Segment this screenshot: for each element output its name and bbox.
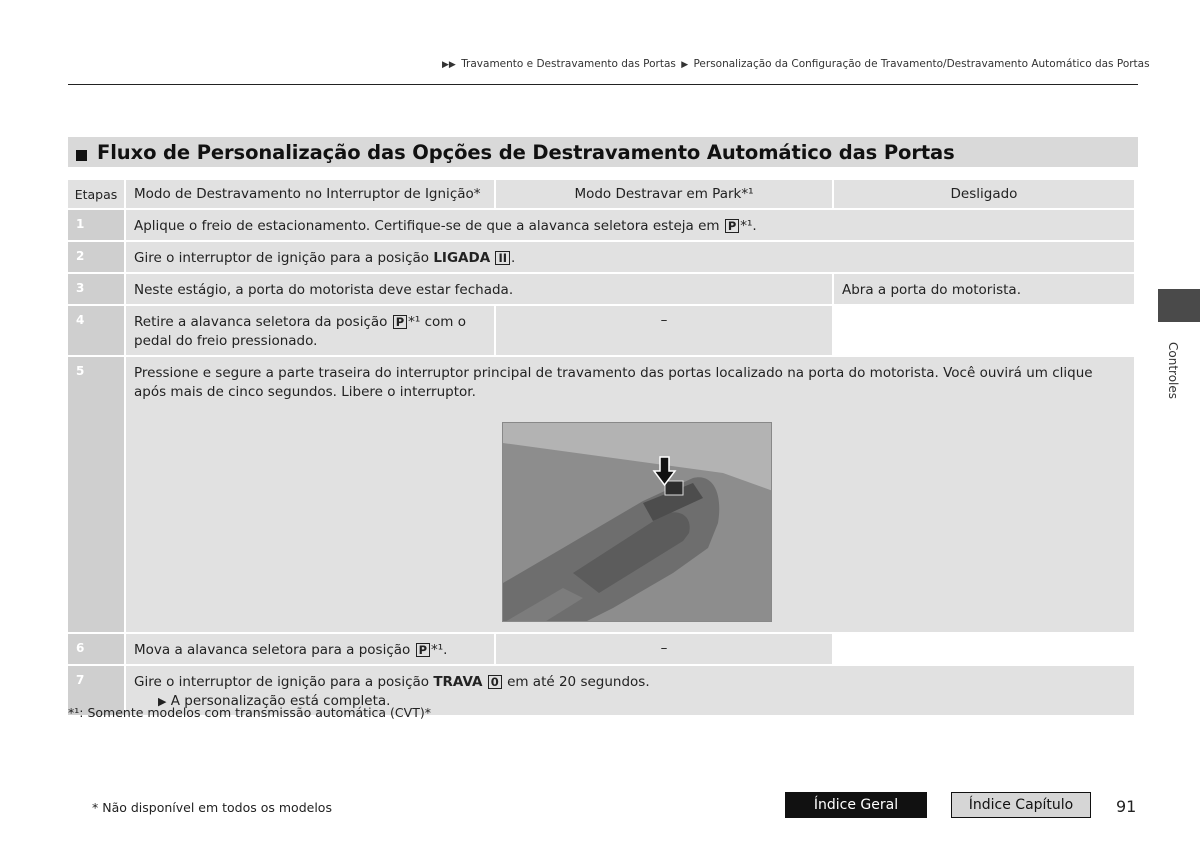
park-position-icon: P (725, 219, 739, 233)
empty-cell (834, 306, 1134, 355)
step-result: A personalização está completa. (170, 693, 391, 709)
availability-footnote: * Não disponível em todos os modelos (92, 800, 332, 815)
top-divider (68, 84, 1138, 85)
general-index-button[interactable]: Índice Geral (785, 792, 927, 818)
table-row (68, 634, 1134, 664)
step-text: Aplique o freio de estacionamento. Certifique-se de que a alavanca seletora esteja em P *¹. (126, 210, 1134, 240)
arrow-icon: ▶ (681, 60, 689, 70)
transmission-note: *¹: Somente modelos com transmissão automática (CVT)* (68, 705, 431, 720)
breadcrumb (440, 58, 1150, 70)
ignition-on-icon: II (495, 251, 510, 265)
park-position-icon: P (416, 643, 430, 657)
chapter-label: Controles (1166, 342, 1180, 400)
chapter-index-button[interactable]: Índice Capítulo (951, 792, 1091, 818)
step-number: 3 (68, 274, 124, 304)
header-ignition-mode: Modo de Destravamento no Interruptor de Ignição* (126, 180, 494, 208)
step-text: Gire o interruptor de ignição para a posição LIGADA II . (126, 242, 1134, 272)
step-number: 1 (68, 210, 124, 240)
step-dash: – (496, 634, 832, 664)
empty-cell (834, 634, 1134, 664)
header-etapas: Etapas (68, 180, 124, 208)
park-position-icon: P (393, 315, 407, 329)
result-arrow-icon: ▶ (158, 695, 167, 708)
step-number: 5 (68, 357, 124, 632)
square-bullet-icon (76, 150, 87, 161)
step-number: 7 (68, 666, 124, 715)
step-number: 4 (68, 306, 124, 355)
section-header (68, 137, 1138, 167)
step-text: Gire o interruptor de ignição para a posição TRAVA 0 em até 20 segundos. ▶ A personalização está completa. (126, 666, 1134, 715)
table-row (68, 306, 1134, 355)
step-text: Neste estágio, a porta do motorista deve estar fechada. (126, 274, 832, 304)
step-dash: – (496, 306, 832, 355)
door-switch-image (503, 423, 772, 622)
step-text: Mova a alavanca seletora para a posição P *¹. (126, 634, 494, 664)
table-row (68, 274, 1134, 304)
chapter-tab[interactable] (1158, 289, 1200, 322)
header-park-mode: Modo Destravar em Park*¹ (496, 180, 832, 208)
table-row (68, 210, 1134, 240)
door-switch-photo (502, 422, 772, 622)
table-header-row (68, 180, 1134, 208)
ignition-lock-icon: 0 (488, 675, 502, 689)
step-number: 6 (68, 634, 124, 664)
table-row (68, 357, 1134, 632)
double-arrow-icon: ▶▶ (442, 60, 456, 70)
breadcrumb-item-1[interactable]: Travamento e Destravamento das Portas (461, 58, 676, 70)
breadcrumb-item-2[interactable]: Personalização da Configuração de Travamento/Destravamento Automático das Portas (693, 58, 1150, 70)
table-row (68, 242, 1134, 272)
step-text-off: Abra a porta do motorista. (834, 274, 1134, 304)
step-text: Pressione e segure a parte traseira do interruptor principal de travamento das portas localizado na porta do motorista. Você ouvirá um clique após mais de cinco segundos. Libere o interruptor. (126, 357, 1134, 632)
page-number: 91 (1116, 797, 1137, 816)
section-title: Fluxo de Personalização das Opções de Destravamento Automático das Portas (97, 140, 955, 164)
step-text: Retire a alavanca seletora da posição P *¹ com o pedal do freio pressionado. (126, 306, 494, 355)
step-number: 2 (68, 242, 124, 272)
header-off: Desligado (834, 180, 1134, 208)
steps-table (66, 178, 1136, 717)
